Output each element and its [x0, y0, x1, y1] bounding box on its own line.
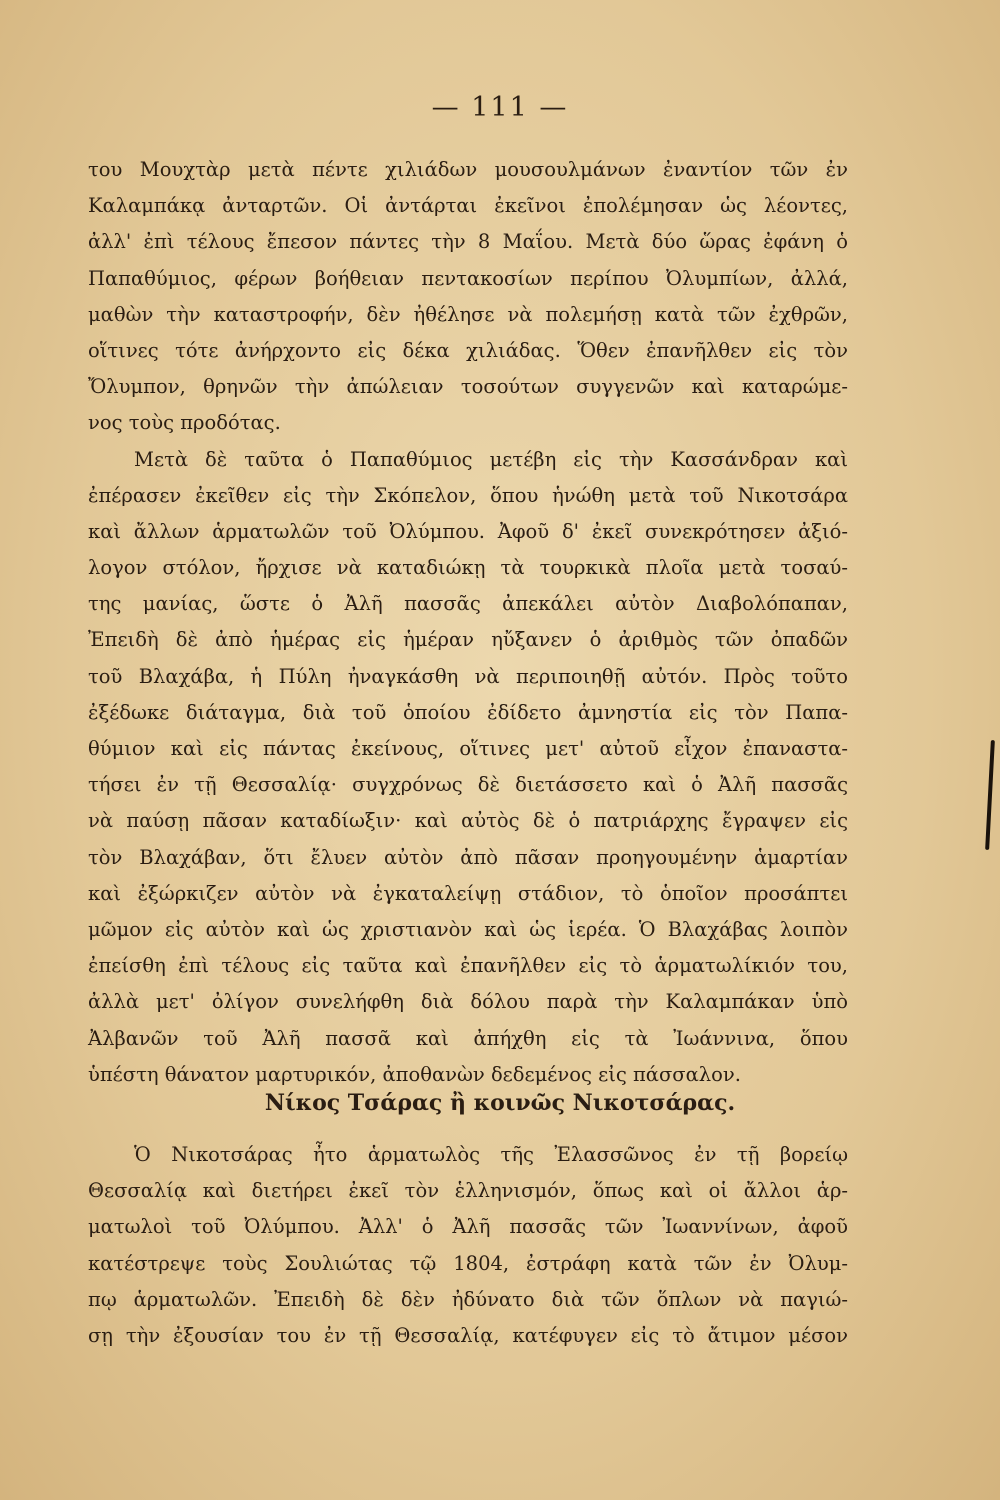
text-line: ἀλλὰ μετ' ὀλίγον συνελήφθη διὰ δόλου παρὰ τὴν Καλαμπάκαν ὑπὸ	[88, 990, 848, 1014]
text-line: καὶ ἄλλων ἁρματωλῶν τοῦ Ὀλύμπου. Ἀφοῦ δ' ἐκεῖ συνεκρότησεν ἀξιό-	[88, 519, 848, 543]
section-heading: Νίκος Τσάρας ἢ κοινῶς Νικοτσάρας.	[264, 1090, 736, 1116]
text-line: μῶμον εἰς αὐτὸν καὶ ὡς χριστιανὸν καὶ ὡς ἱερέα. Ὁ Βλαχάβας λοιπὸν	[88, 917, 848, 941]
text-line: Καλαμπάκᾳ ἀνταρτῶν. Οἱ ἀντάρται ἐκεῖνοι ἐπολέμησαν ὡς λέοντες,	[88, 194, 848, 218]
text-line: Ἀλβανῶν τοῦ Ἀλῆ πασσᾶ καὶ ἀπήχθη εἰς τὰ Ἰωάννινα, ὅπου	[88, 1026, 848, 1050]
page-number: — 111 —	[431, 92, 569, 123]
text-line: Ἐπειδὴ δὲ ἀπὸ ἡμέρας εἰς ἡμέραν ηὔξανεν ὁ ἀριθμὸς τῶν ὀπαδῶν	[88, 628, 848, 652]
text-line: ἐξέδωκε διάταγμα, διὰ τοῦ ὁποίου ἐδίδετο ἀμνηστία εἰς τὸν Παπα-	[88, 700, 848, 724]
text-line: Ὄλυμπον, θρηνῶν τὴν ἀπώλειαν τοσούτων συγγενῶν καὶ καταρώμε-	[88, 375, 848, 399]
text-line: νὰ παύσῃ πᾶσαν καταδίωξιν· καὶ αὐτὸς δὲ ὁ πατριάρχης ἔγραψεν εἰς	[88, 809, 848, 833]
text-line: Παπαθύμιος, φέρων βοήθειαν πεντακοσίων περίπου Ὀλυμπίων, ἀλλά,	[88, 266, 848, 290]
text-line: Θεσσαλίᾳ καὶ διετήρει ἐκεῖ τὸν ἑλληνισμόν, ὅπως καὶ οἱ ἄλλοι ἁρ-	[88, 1179, 848, 1203]
text-line: πῳ ἁρματωλῶν. Ἐπειδὴ δὲ δὲν ἠδύνατο διὰ τῶν ὅπλων νὰ παγιώ-	[88, 1287, 848, 1311]
body-text	[88, 152, 848, 1093]
text-line: μαθὼν τὴν καταστροφήν, δὲν ἠθέλησε νὰ πολεμήσῃ κατὰ τῶν ἐχθρῶν,	[88, 302, 848, 326]
text-line: Μετὰ δὲ ταῦτα ὁ Παπαθύμιος μετέβη εἰς τὴν Κασσάνδραν καὶ	[134, 447, 848, 471]
text-line: ἀλλ' ἐπὶ τέλους ἔπεσον πάντες τὴν 8 Μαΐου. Μετὰ δύο ὥρας ἐφάνη ὁ	[88, 230, 848, 254]
text-line: ἐπείσθη ἐπὶ τέλους εἰς ταῦτα καὶ ἐπανῆλθεν εἰς τὸ ἁρματωλίκιόν του,	[88, 954, 848, 978]
text-line: οἵτινες τότε ἀνήρχοντο εἰς δέκα χιλιάδας. Ὅθεν ἐπανῆλθεν εἰς τὸν	[88, 338, 848, 362]
text-line: ἐπέρασεν ἐκεῖθεν εἰς τὴν Σκόπελον, ὅπου ἡνώθη μετὰ τοῦ Νικοτσάρα	[88, 483, 848, 507]
text-line: τήσει ἐν τῇ Θεσσαλίᾳ· συγχρόνως δὲ διετάσσετο καὶ ὁ Ἀλῆ πασσᾶς	[88, 773, 848, 797]
text-line: λογον στόλον, ἤρχισε νὰ καταδιώκῃ τὰ τουρκικὰ πλοῖα μετὰ τοσαύ-	[88, 556, 848, 580]
text-line: ματωλοὶ τοῦ Ὀλύμπου. Ἀλλ' ὁ Ἀλῆ πασσᾶς τῶν Ἰωαννίνων, ἀφοῦ	[88, 1215, 848, 1239]
text-line: τοῦ Βλαχάβα, ἡ Πύλη ἠναγκάσθη νὰ περιποιηθῇ αὐτόν. Πρὸς τοῦτο	[88, 664, 848, 688]
text-line: του Μουχτὰρ μετὰ πέντε χιλιάδων μουσουλμάνων ἐναντίον τῶν ἐν	[88, 158, 848, 181]
text-line: Ὁ Νικοτσάρας ἦτο ἁρματωλὸς τῆς Ἐλασσῶνος ἐν τῇ βορείῳ	[134, 1143, 848, 1166]
text-line: τὸν Βλαχάβαν, ὅτι ἔλυεν αὐτὸν ἀπὸ πᾶσαν προηγουμένην ἁμαρτίαν	[88, 845, 848, 869]
body-text-section	[88, 1137, 848, 1354]
text-line: σῃ τὴν ἐξουσίαν του ἐν τῇ Θεσσαλίᾳ, κατέφυγεν εἰς τὸ ἄτιμον μέσον	[88, 1323, 848, 1347]
text-line: της μανίας, ὥστε ὁ Ἀλῆ πασσᾶς ἀπεκάλει αὐτὸν Διαβολόπαπαν,	[88, 592, 848, 616]
text-line: κατέστρεψε τοὺς Σουλιώτας τῷ 1804, ἐστράφη κατὰ τῶν ἐν Ὀλυμ-	[88, 1251, 848, 1275]
margin-ink-mark	[985, 740, 995, 850]
text-line: ὑπέστη θάνατον μαρτυρικόν, ἀποθανὼν δεδεμένος εἰς πάσσαλον.	[88, 1062, 741, 1086]
text-line: καὶ ἐξώρκιζεν αὐτὸν νὰ ἐγκαταλείψῃ στάδιον, τὸ ὁποῖον προσάπτει	[88, 881, 848, 905]
text-line: νος τοὺς προδότας.	[88, 411, 281, 435]
text-line: θύμιον καὶ εἰς πάντας ἐκείνους, οἵτινες μετ' αὐτοῦ εἶχον ἐπαναστα-	[88, 737, 848, 760]
